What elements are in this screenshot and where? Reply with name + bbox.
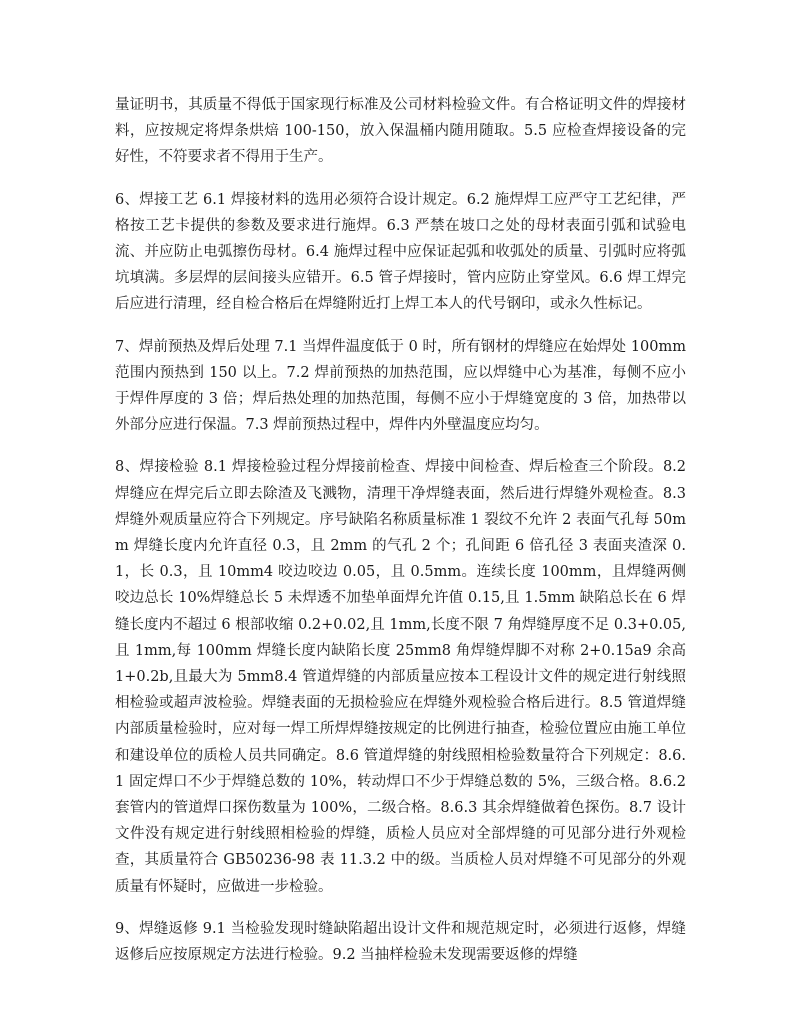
paragraph-inspection: 8、焊接检验 8.1 焊接检验过程分焊接前检查、焊接中间检查、焊后检查三个阶段。8.2 焊缝应在焊完后立即去除渣及飞溅物，清理干净焊缝表面，然后进行焊缝外观检查。8.3 焊缝外观质量应符合下列规定。序号缺陷名称质量标准 1 裂纹不允许 2 表面气孔每 50mm 焊缝长度内允许直径 0.3，且 2mm 的气孔 2 个；孔间距 6 倍孔径 3 表面夹渣深 0.1，长 0.3，且 10mm4 咬边咬边 0.05，且 0.5mm。连续长度 100mm，且焊缝两侧咬边总长 10%焊缝总长 5 未焊透不加垫单面焊允许值 0.15,且 1.5mm 缺陷总长在 6 焊缝长度内不超过 6 根部收缩 0.2+0.02,且 1mm,长度不限 7 角焊缝厚度不足 0.3+0.05,且 1mm,每 100mm 焊缝长度内缺陷长度 25mm8 角焊缝焊脚不对称 2+0.15a9 余高 1+0.2b,且最大为 5mm8.4 管道焊缝的内部质量应按本工程设计文件的规定进行射线照相检验或超声波检验。焊缝表面的无损检验应在焊缝外观检验合格后进行。8.5 管道焊缝内部质量检验时，应对每一焊工所焊焊缝按规定的比例进行抽查，检验位置应由施工单位和建设单位的质检人员共同确定。8.6 管道焊缝的射线照相检验数量符合下列规定：8.6.1 固定焊口不少于焊缝总数的 10%，转动焊口不少于焊缝总数的 5%，三级合格。8.6.2 套管内的管道焊口探伤数量为 100%，二级合格。8.6.3 其余焊缝做着色探伤。8.7 设计文件没有规定进行射线照相检验的焊缝，质检人员应对全部焊缝的可见部分进行外观检查，其质量符合 GB50236-98 表 11.3.2 中的级。当质检人员对焊缝不可见部分的外观质量有怀疑时，应做进一步检验。: [115, 459, 686, 895]
paragraph-materials: 量证明书，其质量不得低于国家现行标准及公司材料检验文件。有合格证明文件的焊接材料，应按规定将焊条烘焙 100-150，放入保温桶内随用随取。5.5 应检查焊接设备的完好性，不符要求者不得用于生产。: [115, 97, 686, 166]
paragraph-repair: 9、焊缝返修 9.1 当检验发现时缝缺陷超出设计文件和规范规定时，必须进行返修，焊缝返修后应按原规定方法进行检验。9.2 当抽样检验未发现需要返修的焊缝: [115, 920, 686, 964]
paragraph-welding-process: 6、焊接工艺 6.1 焊接材料的选用必须符合设计规定。6.2 施焊焊工应严守工艺纪律，严格按工艺卡提供的参数及要求进行施焊。6.3 严禁在坡口之处的母材表面引弧和试验电流、并应防止电弧擦伤母材。6.4 施焊过程中应保证起弧和收弧处的质量、引弧时应将弧坑填满。多层焊的层间接头应错开。6.5 管子焊接时，管内应防止穿堂风。6.6 焊工焊完后应进行清理，经自检合格后在焊缝附近打上焊工本人的代号钢印，或永久性标记。: [115, 191, 686, 313]
paragraph-preheat: 7、焊前预热及焊后处理 7.1 当焊件温度低于 0 时，所有钢材的焊缝应在始焊处 100mm 范围内预热到 150 以上。7.2 焊前预热的加热范围，应以焊缝中心为基准，每侧不应小于焊件厚度的 3 倍；焊后热处理的加热范围，每侧不应小于焊缝宽度的 3 倍，加热带以外部分应进行保温。7.3 焊前预热过程中，焊件内外壁温度应均匀。: [115, 338, 686, 434]
